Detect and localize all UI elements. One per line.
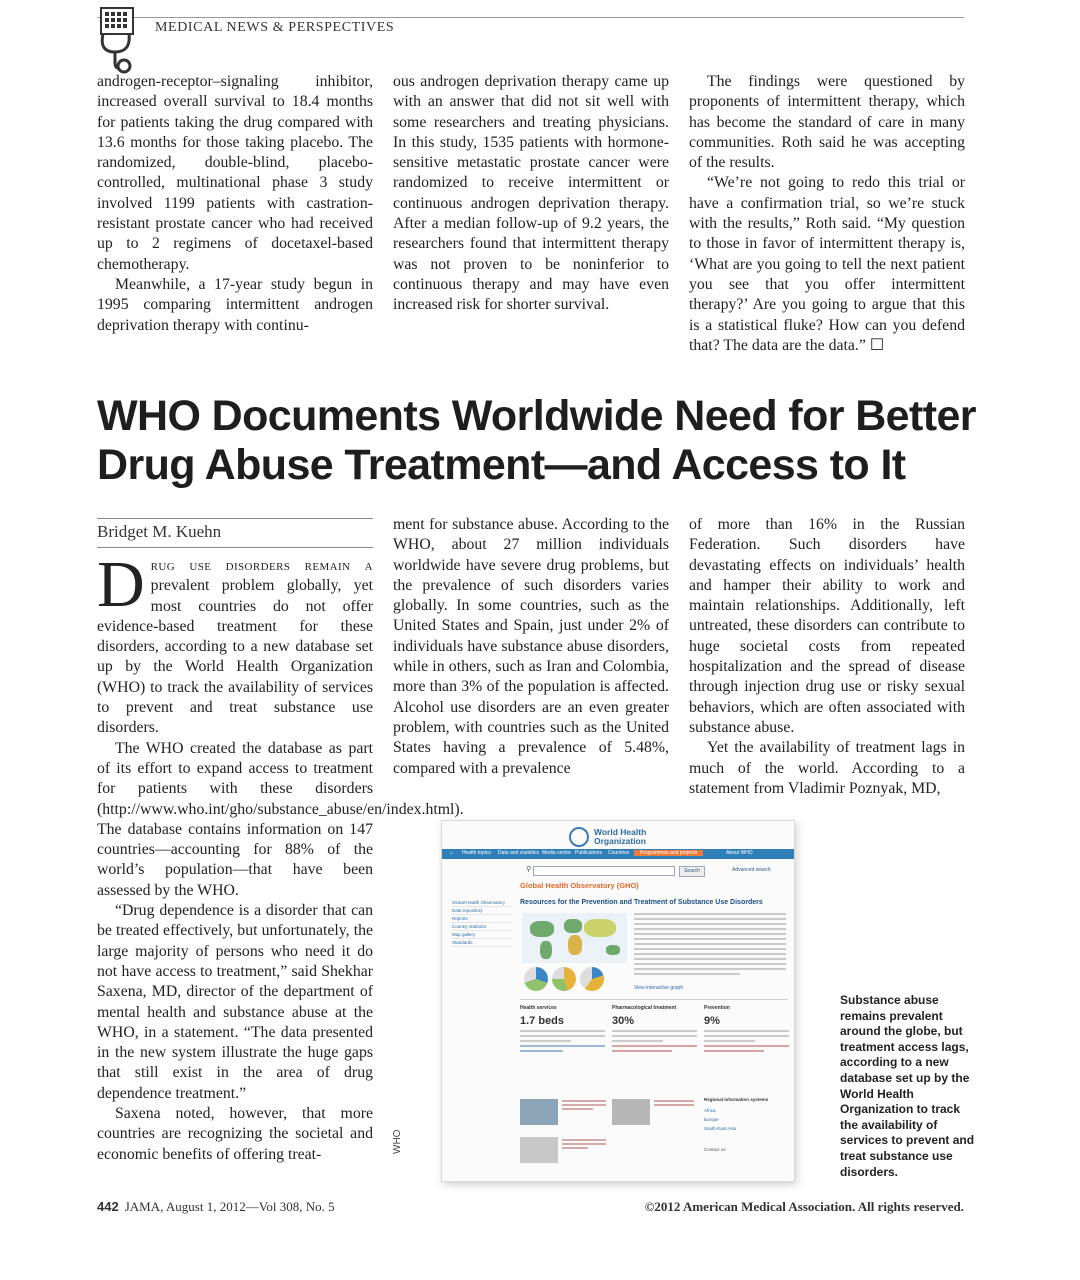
sidebar-item: Reports	[452, 915, 512, 923]
paragraph: Saxena noted, however, that more countries are recognizing the societal and economic benefits of offering treat-	[97, 1105, 373, 1163]
section-label: MEDICAL NEWS & PERSPECTIVES	[155, 20, 395, 35]
stethoscope-logo-icon	[97, 6, 139, 74]
nav-item-active: Programmes and projects	[634, 850, 703, 856]
figure-credit: WHO	[392, 1129, 403, 1154]
regional-heading: Regional information systems	[704, 1097, 769, 1102]
photo-thumbnail	[612, 1099, 650, 1125]
photo-thumbnail	[520, 1137, 558, 1163]
who-globe-icon	[569, 827, 589, 847]
sidebar-item: Data repository	[452, 907, 512, 915]
lead-smallcaps: rug use disorders remain a	[150, 557, 373, 574]
gho-title: Global Health Observatory (GHO)	[520, 881, 639, 890]
nav-item: About WHO	[726, 850, 753, 856]
advanced-search-link: Advanced search	[732, 867, 771, 873]
top-column-2	[393, 72, 669, 316]
stat-prevention	[704, 1005, 789, 1052]
journal-citation: JAMA, August 1, 2012—Vol 308, No. 5	[124, 1199, 335, 1214]
who-logo	[569, 827, 709, 849]
copyright: ©2012 American Medical Association. All rights reserved.	[644, 1199, 964, 1214]
home-icon: ⌂	[450, 850, 454, 856]
paragraph: “Drug dependence is a disorder that can be treated effectively, but unfortunately, the large majority of persons who need it do not have access to treatment,” said Shekhar Saxena, MD, director of the department of mental health and substance abuse at the WHO, in a statement. “The data presented in the new system illustrate the huge gaps that still exist in the area of drug dependence treatment.”	[97, 902, 373, 1102]
footer-citation	[97, 1199, 335, 1215]
world-map-thumbnail	[522, 913, 627, 963]
paragraph: androgen-receptor–signaling inhibitor, increased overall survival to 18.4 months for patients taking the drug compared with 13.6 months for those taking placebo. The randomized, double-blind, placebo-controlled, multinational phase 3 study involved 1199 patients with castration-resistant prostate cancer who had received up to 2 regimens of docetaxel-based chemotherapy.	[97, 73, 373, 273]
who-name-line1: World Health	[594, 827, 647, 837]
search-icon: ⚲	[526, 866, 532, 873]
sidebar-item: Standards	[452, 939, 512, 947]
paragraph: “We’re not going to redo this trial or have a confirmation trial, so we’re stuck with the results,” Roth said. “My question to those in favor of intermittent therapy is, ‘What are you going to tell the next patient you see that you offer intermittent therapy?’ Are you going to argue that this is a statistical fluke? How can you defend that? The data are the data.” ☐	[689, 174, 965, 354]
sidebar-item: Country statistics	[452, 923, 512, 931]
paragraph: The WHO created the database as part of its effort to expand access to treatment for patients with these disorders (http://www.who.int/gho/substance_abuse/en/index.html). The database contains information on 147 countries—accounting for 88% of the world’s population—that have been assessed by the WHO.	[97, 739, 464, 899]
figure-caption: Substance abuse remains prevalent around the globe, but treatment access lags, according to a new database set up by the World Health Organization to track the availability of services to prevent and treat substance use disorders.	[840, 993, 975, 1179]
byline: Bridget M. Kuehn	[97, 518, 373, 548]
nav-item: Media centre	[542, 850, 571, 856]
resources-heading: Resources for the Prevention and Treatment of Substance Use Disorders	[520, 899, 763, 906]
who-nav-bar	[442, 849, 794, 859]
who-name-line2: Organization	[594, 836, 646, 846]
header-rule	[97, 17, 964, 18]
stat-value: 1.7 beds	[520, 1015, 565, 1027]
stat-heading: Pharmacological treatment	[612, 1005, 677, 1011]
stat-value: 30%	[612, 1015, 635, 1027]
top-column-3	[689, 72, 965, 356]
article-headline: WHO Documents Worldwide Need for Better Drug Abuse Treatment—and Access to It	[97, 392, 976, 489]
site-search-input	[533, 866, 675, 876]
lead-paragraph	[97, 548, 373, 739]
nav-item: Data and statistics	[498, 850, 539, 856]
top-column-1	[97, 72, 373, 336]
pie-thumbnails	[522, 965, 627, 995]
region-link: South-East Asia	[704, 1126, 737, 1131]
stat-heading: Prevention	[704, 1005, 730, 1011]
lead-text: prevalent problem globally, yet most countries do not offer evidence-based treatment for these disorders, according to a new database set up by the World Health Organization (WHO) to track the availability of services to prevent and treat substance use disorders.	[97, 577, 373, 737]
region-link: Europe	[704, 1117, 719, 1122]
paragraph: Meanwhile, a 17-year study begun in 1995 comparing intermittent androgen deprivation therapy with continu-	[97, 275, 373, 334]
contact-link: Contact us	[704, 1147, 726, 1152]
stat-heading: Health services	[520, 1005, 557, 1011]
stat-value: 9%	[704, 1015, 720, 1027]
region-link: Africa	[704, 1108, 716, 1113]
paragraph: ous androgen deprivation therapy came up with an answer that did not sit well with some researchers and treating physicians. In this study, 1535 patients with hormone-sensitive metastatic prostate cancer were randomized to receive intermittent or continuous androgen deprivation therapy. After a median follow-up of 9.2 years, the researchers found that intermittent therapy was not proven to be noninferior to continuous therapy and may have even increased risk for shorter survival.	[393, 73, 669, 314]
sidebar-item: Global Health Observatory	[452, 899, 512, 907]
paragraph: of more than 16% in the Russian Federation. Such disorders have devastating effects on individuals’ health and hamper their ability to work and maintain relationships. Additionally, left untreated, these disorders can contribute to huge societal costs from repeated hospitalization and the spread of disease through injection drug use or risky sexual behaviors, which are often associated with substance abuse.	[689, 516, 965, 736]
paragraph: The findings were questioned by proponents of intermittent therapy, which has become the standard of care in many communities. Roth said he was accepting of the results.	[689, 73, 965, 172]
paragraph: ment for substance abuse. According to the WHO, about 27 million individuals worldwide have severe drug problems, but the prevalence of such disorders varies globally. In some countries, such as the United States and Spain, just under 2% of individuals have substance abuse disorders, while in others, such as Iran and Colombia, more than 3% of the population is affected. Alcohol use disorders are an even greater problem, with countries such as the United States having a prevalence of 5.48%, compared with a prevalence	[393, 516, 669, 777]
page-number: 442	[97, 1199, 119, 1214]
gho-sidebar	[452, 899, 512, 947]
nav-item: Health topics	[462, 850, 491, 856]
who-website-figure	[441, 820, 795, 1182]
photo-thumbnail	[520, 1099, 558, 1125]
article-column-2	[393, 515, 669, 779]
paragraph: Yet the availability of treatment lags in much of the world. According to a statement from Vladimir Poznyak, MD,	[689, 739, 965, 797]
nav-item: Countries	[608, 850, 630, 856]
stat-health-services	[520, 1005, 605, 1052]
stat-pharmacological	[612, 1005, 697, 1052]
article-column-3	[689, 515, 965, 799]
intro-text-lines	[634, 913, 786, 978]
sidebar-item: Map gallery	[452, 931, 512, 939]
drop-cap: D	[97, 548, 145, 621]
site-search-button: Search	[679, 866, 705, 877]
nav-item: Publications	[575, 850, 602, 856]
view-graph-link: View interactive graph	[634, 985, 684, 991]
